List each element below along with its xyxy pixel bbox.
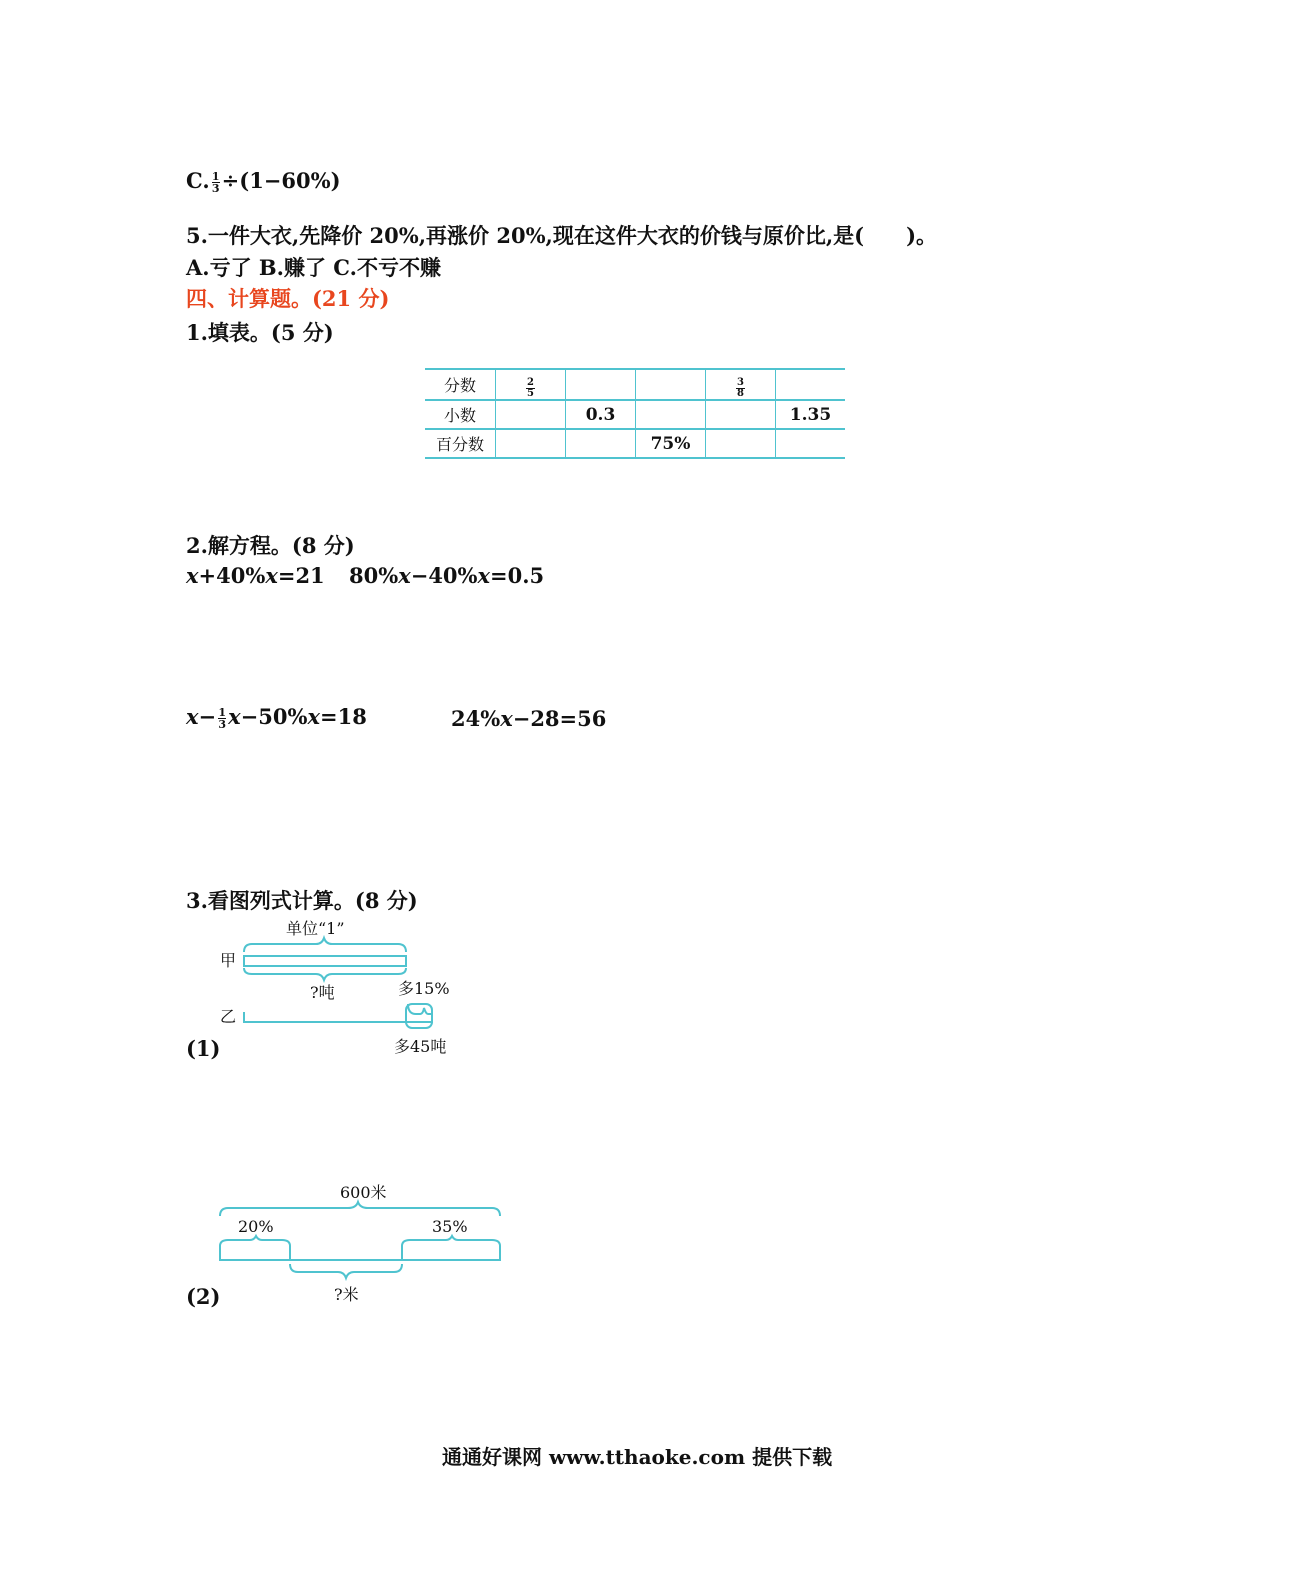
table-cell <box>496 400 566 429</box>
table-cell <box>706 400 776 429</box>
table-row <box>425 429 845 458</box>
full-bar <box>220 1246 500 1260</box>
more-pct-label: 多15% <box>398 979 450 998</box>
table-cell <box>636 400 706 429</box>
right-pct-label: 35% <box>432 1217 468 1236</box>
option-c: C. $\frac{1}{3}$ ÷(1−60%) <box>186 168 341 195</box>
total-label: 600米 <box>340 1183 387 1202</box>
line-diagram-2 <box>210 1178 510 1313</box>
table-cell <box>566 429 636 458</box>
table-cell <box>776 429 846 458</box>
part-2-title: 2.解方程。(8 分) <box>186 533 355 558</box>
equation-2: 80%x−40%x=0.5 <box>349 563 545 588</box>
section-title: 四、计算题。(21 分) <box>186 286 390 311</box>
row-label: 百分数 <box>425 429 496 458</box>
right-brace <box>402 1236 500 1246</box>
table-row <box>425 369 845 400</box>
left-pct-label: 20% <box>238 1217 274 1236</box>
question-brace <box>290 1264 402 1278</box>
table-cell <box>496 429 566 458</box>
table-cell <box>776 369 846 400</box>
line-diagram-1 <box>210 912 470 1062</box>
figure-2-label: (2) <box>186 1284 221 1309</box>
row-a-bar <box>244 956 406 966</box>
figure-1-label: (1) <box>186 1036 221 1061</box>
equation-1: x+40%x=21 <box>186 563 325 588</box>
table-cell <box>636 369 706 400</box>
table-cell: 75% <box>636 429 706 458</box>
fill-table <box>425 368 845 459</box>
question-brace <box>244 968 406 980</box>
row-label: 分数 <box>425 369 496 400</box>
equation-4: 24%x−28=56 <box>451 706 607 731</box>
extra-segment <box>406 1004 432 1028</box>
row-b-bar <box>244 1012 432 1022</box>
table-cell: $\frac{3}{8}$ <box>706 369 776 400</box>
question-label: ?吨 <box>310 983 335 1002</box>
table-cell: 0.3 <box>566 400 636 429</box>
table-cell: 1.35 <box>776 400 846 429</box>
question-5-options: A.亏了 B.赚了 C.不亏不赚 <box>186 255 441 280</box>
part-3-title: 3.看图列式计算。(8 分) <box>186 888 418 913</box>
total-brace <box>220 1202 500 1216</box>
table-cell <box>566 369 636 400</box>
table-cell: $\frac{2}{5}$ <box>496 369 566 400</box>
fraction: $\frac{1}{3}$ <box>211 170 220 195</box>
equation-3: x− $\frac{1}{3}$ x−50%x=18 <box>186 704 367 731</box>
footer-text: 通通好课网 www.tthaoke.com 提供下载 <box>442 1445 833 1469</box>
table-cell <box>706 429 776 458</box>
row-a-label: 甲 <box>220 951 237 970</box>
unit-brace <box>244 938 406 952</box>
part-1-title: 1.填表。(5 分) <box>186 320 334 345</box>
question-label: ?米 <box>334 1285 359 1304</box>
unit-label: 单位“1” <box>286 919 345 938</box>
left-brace <box>220 1236 290 1246</box>
row-label: 小数 <box>425 400 496 429</box>
question-5-stem: 5.一件大衣,先降价 20%,再涨价 20%,现在这件大衣的价钱与原价比,是( )。 <box>186 223 938 248</box>
table-row <box>425 400 845 429</box>
more-amount-label: 多45吨 <box>394 1037 447 1056</box>
row-b-label: 乙 <box>220 1007 237 1026</box>
